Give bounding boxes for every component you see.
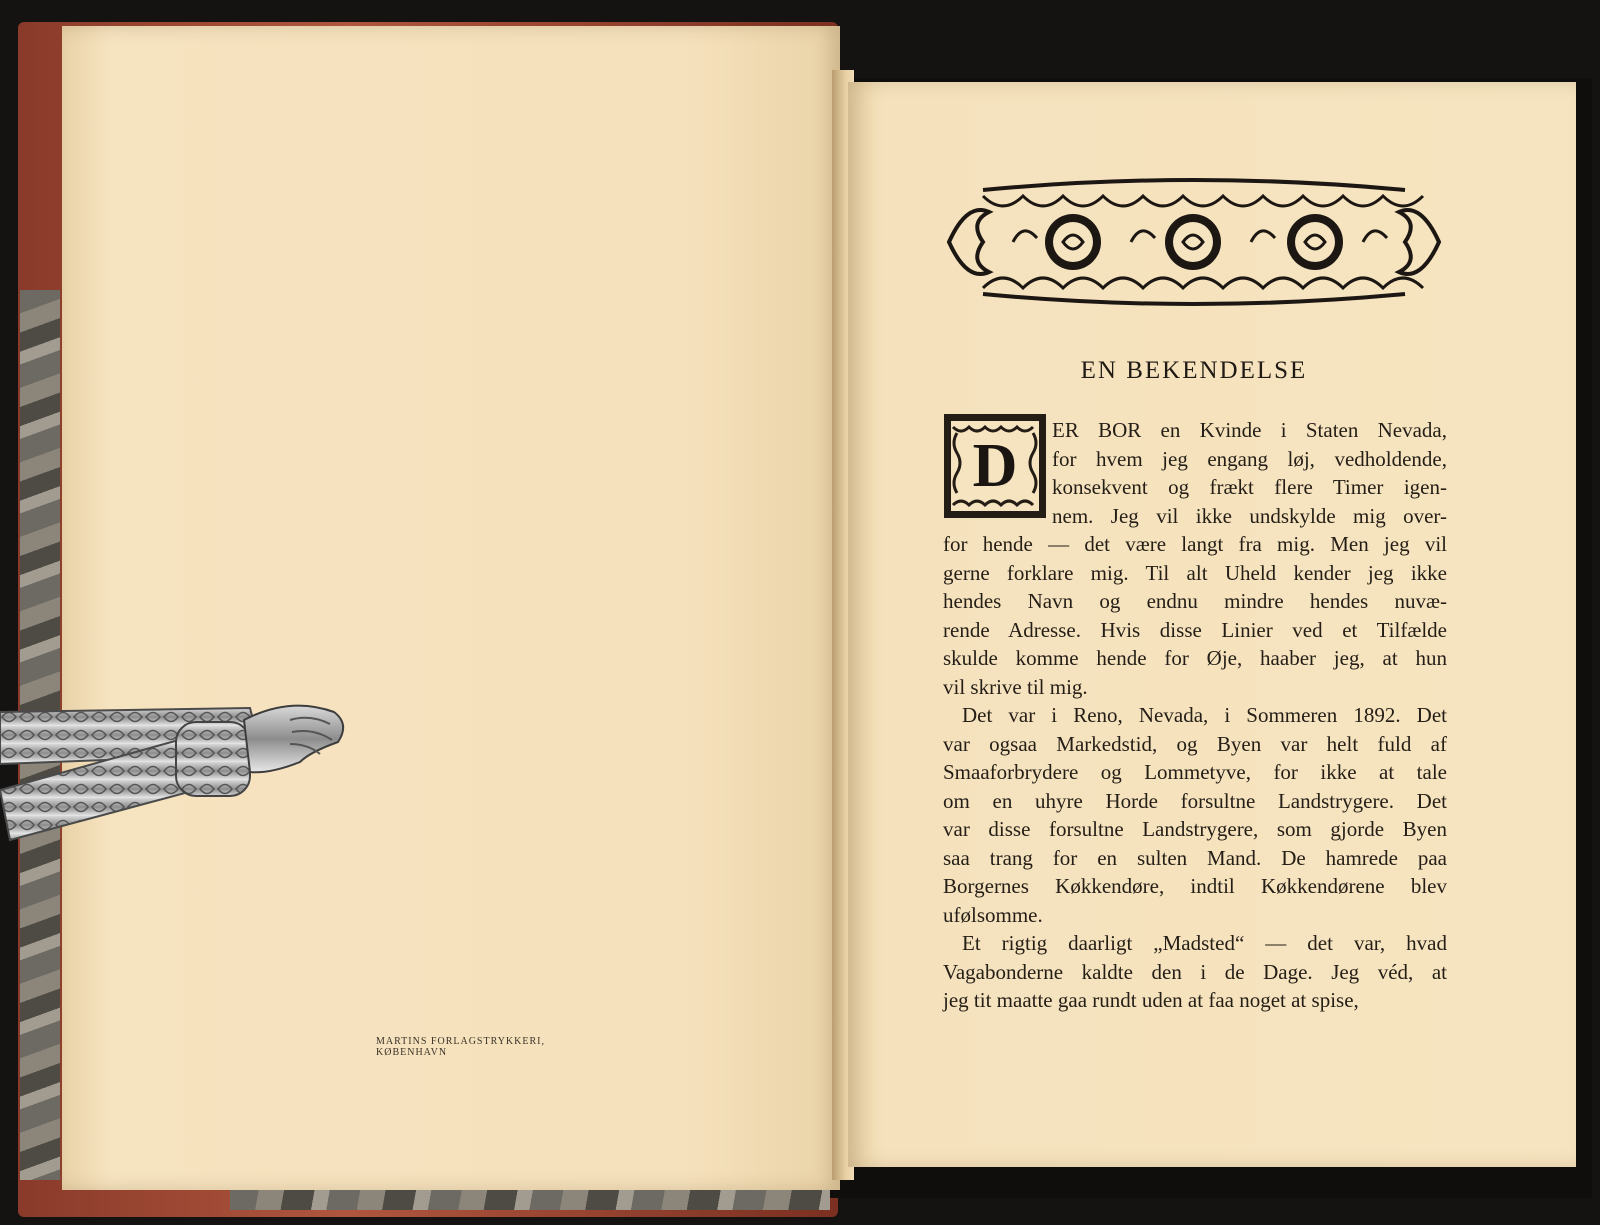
text-line: Vagabonderne kaldte den i de Dage. Jeg véd, at (943, 959, 1447, 984)
text-line: saa trang for en sulten Mand. De hamrede paa (943, 845, 1447, 870)
left-page (62, 26, 840, 1190)
text-line: jeg tit maatte gaa rundt uden at faa noget at spise, (943, 988, 1359, 1012)
text-line: nem. Jeg vil ikke undskylde mig over- (1052, 503, 1447, 528)
text-line: hendes Navn og endnu mindre hendes nuvæ- (943, 589, 1447, 613)
text-line: Smaaforbrydere og Lommetyve, for ikke at tale (943, 760, 1447, 784)
decorative-headpiece (943, 176, 1445, 308)
text-line: vil skrive til mig. (943, 674, 1088, 699)
text-line: skulde komme hende for Øje, haaber jeg, at hun (943, 646, 1447, 670)
drop-cap-letter: D (972, 431, 1018, 500)
text-line: for hvem jeg engang løj, vedholdende, (1052, 446, 1447, 471)
text-line: konsekvent og frækt flere Timer igen- (1052, 475, 1447, 499)
text-line: ufølsomme. (943, 902, 1043, 927)
text-line: ER BOR en Kvinde i Staten Nevada, (1052, 418, 1447, 442)
text-line: var disse forsultne Landstrygere, som gjorde Byen (943, 817, 1447, 841)
text-line: var ogsaa Markedstid, og Byen var helt fuld af (943, 731, 1447, 756)
silver-hand-bookmark (0, 690, 360, 870)
drop-cap (943, 413, 1047, 519)
text-line: rende Adresse. Hvis disse Linier ved et Tilfælde (943, 617, 1447, 642)
text-line: Et rigtig daarligt „Madsted“ — det var, hvad (962, 931, 1447, 955)
printer-imprint: MARTINS FORLAGSTRYKKERI, KØBENHAVN (376, 1036, 545, 1058)
text-line: for hende — det være langt fra mig. Men jeg vil (943, 532, 1447, 556)
text-line: om en uhyre Horde forsultne Landstrygere. Det (943, 788, 1447, 813)
chapter-title: EN BEKENDELSE (1080, 357, 1308, 384)
text-line: Borgernes Køkkendøre, indtil Køkkendørene blev (943, 874, 1447, 898)
text-line: Det var i Reno, Nevada, i Sommeren 1892. Det (962, 703, 1447, 727)
text-line: gerne forklare mig. Til alt Uheld kender jeg ikke (943, 560, 1447, 585)
